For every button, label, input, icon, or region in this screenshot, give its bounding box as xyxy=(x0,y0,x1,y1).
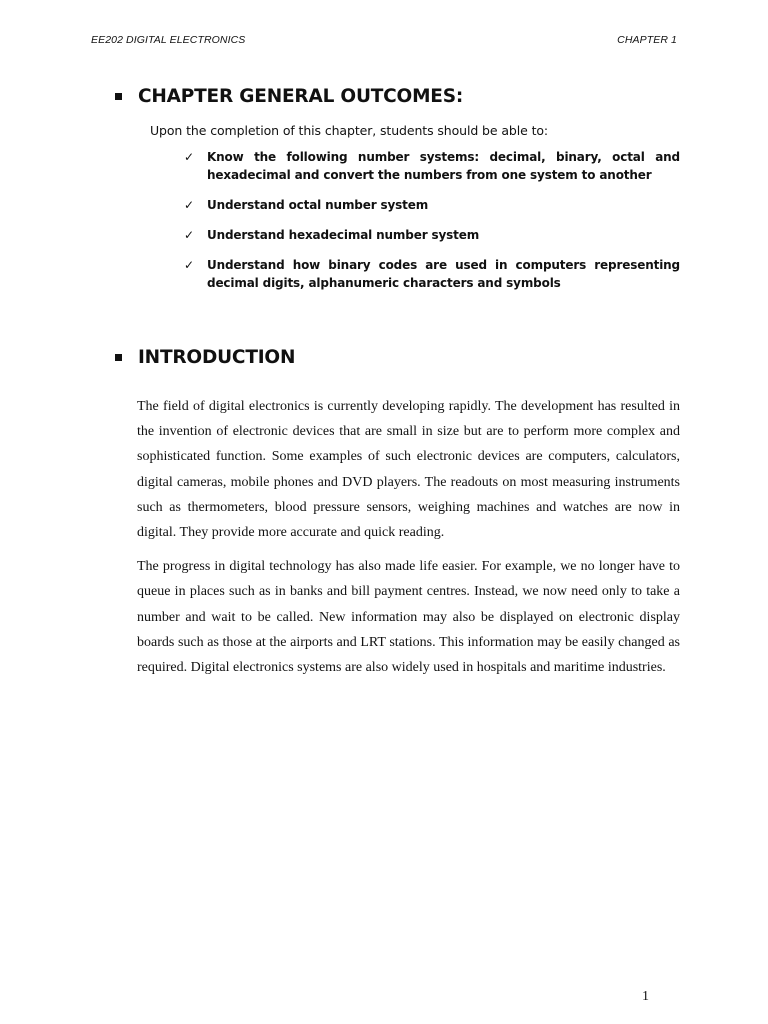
introduction-section xyxy=(114,347,680,368)
outcome-item xyxy=(184,148,680,184)
paragraph: The progress in digital technology has also made life easier. For example, we no longer have to queue in places such as in banks and bill payment centres. Instead, we now need only to take a number and wait to be called. New information may also be displayed on electronic display boards such as those at the airports and LRT stations. This information may be easily changed as required. Digital electronics systems are also widely used in hospitals and maritime industries. xyxy=(137,559,680,676)
outcomes-list xyxy=(114,148,680,292)
checkmark-icon: ✓ xyxy=(184,258,194,272)
chapter-label: CHAPTER 1 xyxy=(617,34,677,46)
introduction-heading-text: INTRODUCTION xyxy=(138,347,296,368)
introduction-body xyxy=(137,394,680,689)
square-bullet-icon xyxy=(115,354,122,361)
outcome-text: Understand hexadecimal number system xyxy=(207,228,480,242)
checkmark-icon: ✓ xyxy=(184,228,194,242)
page-header xyxy=(91,34,677,48)
outcomes-intro: Upon the completion of this chapter, students should be able to: xyxy=(150,123,549,138)
introduction-heading xyxy=(114,347,680,368)
outcome-text: Understand how binary codes are used in computers representing decimal digits, alphanumeric characters and symbols xyxy=(207,258,680,290)
outcome-item xyxy=(184,196,680,214)
outcomes-heading-text: CHAPTER GENERAL OUTCOMES: xyxy=(138,86,464,107)
square-bullet-icon xyxy=(115,93,122,100)
outcome-item xyxy=(184,226,680,244)
outcome-item xyxy=(184,256,680,292)
outcome-text: Understand octal number system xyxy=(207,198,429,212)
outcomes-section xyxy=(114,86,680,304)
course-title: EE202 DIGITAL ELECTRONICS xyxy=(91,34,246,46)
page-number: 1 xyxy=(642,989,649,1004)
outcome-text: Know the following number systems: decimal, binary, octal and hexadecimal and convert the numbers from one system to another xyxy=(207,150,680,182)
paragraph: The field of digital electronics is currently developing rapidly. The development has resulted in the invention of electronic devices that are small in size but are to perform more complex and sophisticated function. Some examples of such electronic devices are computers, calculators, digital cameras, mobile phones and DVD players. The readouts on most measuring instruments such as thermometers, blood pressure sensors, weighing machines and watches are now in digital. They provide more accurate and quick reading. xyxy=(137,399,680,541)
outcomes-heading xyxy=(114,86,680,107)
checkmark-icon: ✓ xyxy=(184,198,194,212)
checkmark-icon: ✓ xyxy=(184,150,194,164)
